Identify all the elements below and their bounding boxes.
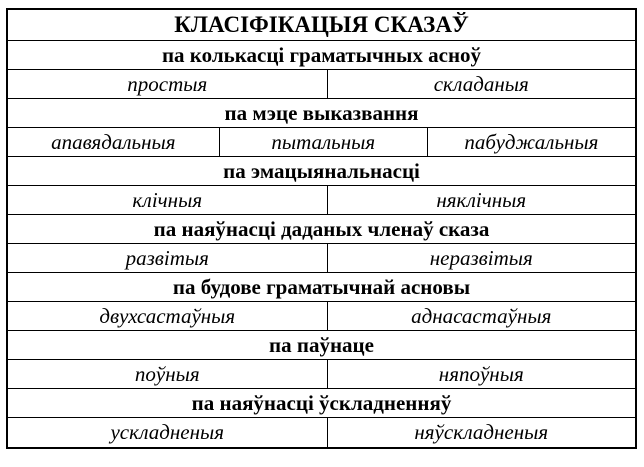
section-heading-row: [8, 157, 635, 186]
item-cell: пытальныя: [219, 128, 427, 156]
item-cell: аднасастаўныя: [327, 302, 635, 330]
title-row: [8, 10, 635, 41]
section-heading: па колькасці граматычных асноў: [161, 42, 482, 67]
item-cell: няклічныя: [327, 186, 635, 214]
section-heading-row: [8, 99, 635, 128]
section-heading: па паўнаце: [269, 332, 374, 357]
section-items-row: [8, 302, 635, 331]
section-heading-row: [8, 273, 635, 302]
section-heading-row: [8, 389, 635, 418]
section-items-row: [8, 70, 635, 99]
section-heading: па будове граматычнай асновы: [172, 274, 471, 299]
section-heading: па наяўнасці ўскладненняў: [191, 390, 452, 415]
item-cell: неразвітыя: [327, 244, 635, 272]
section-items-row: [8, 186, 635, 215]
section-items-row: [8, 244, 635, 273]
section-items-row: [8, 360, 635, 389]
section-items-row: [8, 128, 635, 157]
item-cell: простыя: [127, 71, 208, 96]
item-cell: няпоўныя: [327, 360, 635, 388]
item-cell: ускладненыя: [110, 420, 225, 444]
item-cell: поўныя: [134, 361, 200, 386]
item-cell: апавядальныя: [51, 129, 176, 154]
section-heading-row: [8, 215, 635, 244]
item-cell: складаныя: [327, 70, 635, 98]
section-heading-row: [8, 331, 635, 360]
classification-table: [6, 8, 637, 449]
table-title: КЛАСІФІКАЦЫЯ СКАЗАЎ: [174, 12, 469, 37]
section-heading-row: [8, 41, 635, 70]
item-cell: пабуджальныя: [427, 128, 635, 156]
item-cell: няўскладненыя: [327, 418, 635, 447]
section-heading: па наяўнасці даданых членаў сказа: [153, 216, 490, 241]
section-items-row: [8, 418, 635, 447]
item-cell: клічныя: [132, 187, 203, 212]
section-heading: па эмацыянальнасці: [223, 158, 420, 183]
item-cell: двухсастаўныя: [99, 303, 236, 328]
item-cell: развітыя: [125, 245, 209, 270]
section-heading: па мэце выказвання: [224, 100, 419, 125]
